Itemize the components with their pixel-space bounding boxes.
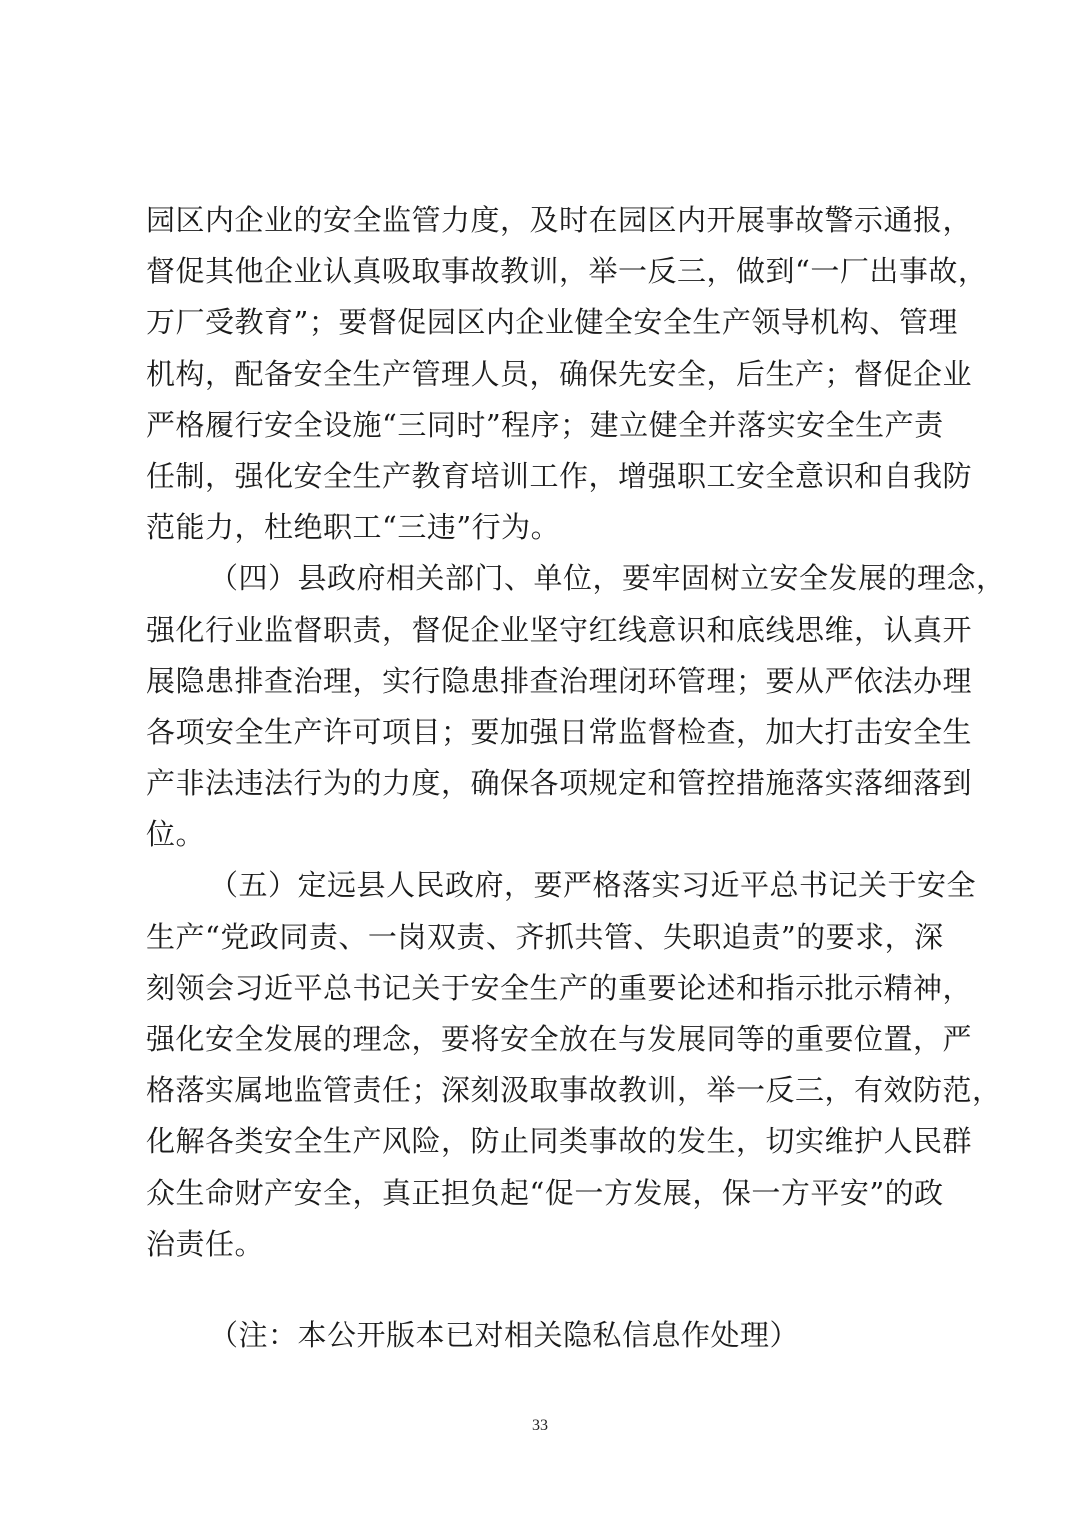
text-line: 展隐患排查治理，实行隐患排查治理闭环管理；要从严依法办理 bbox=[146, 663, 973, 698]
text-line: 督促其他企业认真吸取事故教训，举一反三，做到“一厂出事故， bbox=[146, 254, 988, 289]
text-line: 万厂受教育”；要督促园区内企业健全安全生产领导机构、管理 bbox=[146, 305, 958, 340]
page-number: 33 bbox=[532, 1417, 548, 1434]
privacy-note: （注：本公开版本已对相关隐私信息作处理） bbox=[209, 1317, 800, 1352]
text-line: 任制，强化安全生产教育培训工作，增强职工安全意识和自我防 bbox=[146, 458, 973, 493]
text-line: 严格履行安全设施“三同时”程序；建立健全并落实安全生产责 bbox=[146, 407, 944, 442]
text-line: 刻领会习近平总书记关于安全生产的重要论述和指示批示精神， bbox=[146, 970, 973, 1005]
paragraph-five-start: （五）定远县人民政府，要严格落实习近平总书记关于安全 bbox=[209, 868, 977, 903]
text-line: 治责任。 bbox=[146, 1226, 265, 1261]
paragraph-four-start: （四）县政府相关部门、单位，要牢固树立安全发展的理念， bbox=[209, 561, 1006, 596]
text-line: 生产“党政同责、一岗双责、齐抓共管、失职追责”的要求，深 bbox=[146, 919, 944, 954]
text-line: 众生命财产安全，真正担负起“促一方发展，保一方平安”的政 bbox=[146, 1175, 944, 1210]
text-line: 范能力，杜绝职工“三违”行为。 bbox=[146, 510, 561, 545]
text-line: 产非法违法行为的力度，确保各项规定和管控措施落实落细落到 bbox=[146, 766, 973, 801]
text-line: 位。 bbox=[146, 817, 206, 852]
text-line: 强化安全发展的理念，要将安全放在与发展同等的重要位置，严 bbox=[146, 1022, 973, 1056]
text-line: 园区内企业的安全监管力度，及时在园区内开展事故警示通报， bbox=[146, 203, 973, 237]
text-line: 化解各类安全生产风险，防止同类事故的发生，切实维护人民群 bbox=[146, 1124, 973, 1159]
text-line: 强化行业监督职责，督促企业坚守红线意识和底线思维，认真开 bbox=[146, 612, 973, 647]
spacer bbox=[146, 1270, 946, 1310]
text-line: 各项安全生产许可项目；要加强日常监督检查，加大打击安全生 bbox=[146, 714, 973, 749]
body-text bbox=[146, 195, 1006, 1361]
text-line: 格落实属地监管责任；深刻汲取事故教训，举一反三，有效防范， bbox=[146, 1073, 1002, 1108]
text-line: 机构，配备安全生产管理人员，确保先安全，后生产；督促企业 bbox=[146, 356, 973, 391]
